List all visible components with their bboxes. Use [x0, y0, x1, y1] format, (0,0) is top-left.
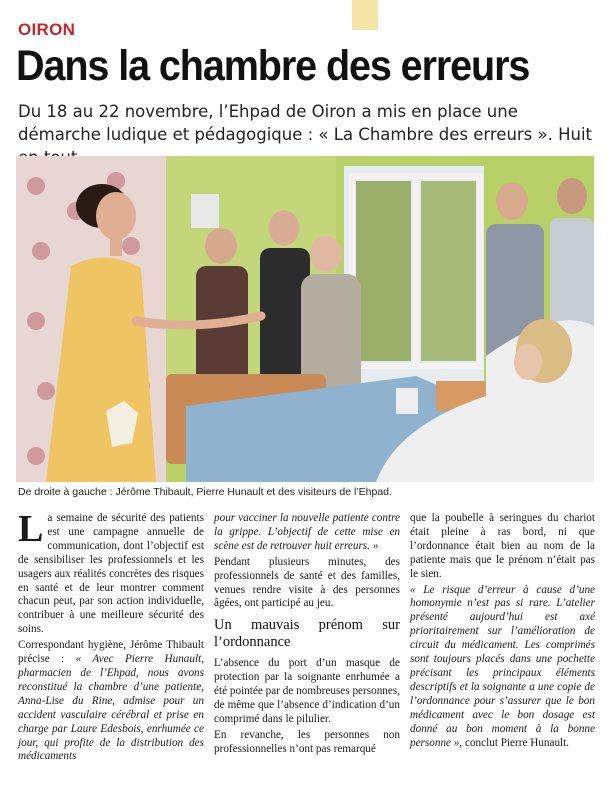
paragraph: L’absence du port d’un masque de protection par la soignante enrhumée a été pointée par de nombreuses personnes, de même que l’absence d’indication d’un comprimé dans le pilulier. — [214, 657, 400, 725]
paragraph: Pendant plusieurs minutes, des professionnels de santé et des familles, venues rendre visite à des personnes âgées, ont participé au jeu. — [214, 555, 400, 610]
article-headline: Dans la chambre des erreurs — [16, 42, 530, 90]
yellow-page-tab — [352, 0, 378, 30]
quote-text: « Le risque d’erreur à cause d’une homonymie n’est pas si rare. L’atelier présenté aujourd’hui est axé prioritairement sur l’amélioration de circuit du médicament. Les comprimés sont toujours placés dans une pochette précisant les principaux éléments descriptifs et la soignante a une copie de l’ordonnance pour s’assurer que le bon médicament avec le bon dosage est donné au bon moment à la bonne personne » — [410, 583, 595, 749]
subheading: Un mauvais prénom sur l’ordonnance — [214, 617, 400, 651]
paragraph — [18, 508, 204, 637]
paragraph-text: a semaine de sécurité des patients est une campagne annuelle de communication, dont l’objectif est de sensibiliser les professionnels et les usagers aux réalités concrètes des risques en santé et de leur montrer comment chacun peut, par son action individuelle, contribuer à une meilleure sécurité des soins. — [18, 512, 204, 636]
paragraph — [18, 639, 204, 764]
quote-continuation: pour vacciner la nouvelle patiente contre la grippe. L’objectif de cette mise en scène est de retrouver huit erreurs. » — [214, 512, 400, 552]
text-column-2 — [214, 512, 400, 759]
paragraph-text: Correspondant hygiène, Jérôme Thibault précise : — [18, 639, 204, 666]
article-photo — [16, 156, 594, 482]
photo-caption: De droite à gauche : Jérôme Thibault, Pierre Hunault et des visiteurs de l’Ehpad. — [18, 486, 392, 498]
paragraph: que la poubelle à seringues du chariot était pleine à ras bord, ni que l’ordonnance était bien au nom de la patiente mais que le prénom n’était pas le sien. — [410, 512, 595, 580]
paragraph-text: , conclut Pierre Hunault. — [459, 736, 570, 749]
paragraph — [410, 584, 595, 751]
paragraph: En revanche, les personnes non professionnelles n’ont pas remarqué — [214, 728, 400, 755]
text-column-3 — [410, 512, 595, 752]
article-lead: Du 18 au 22 novembre, l’Ehpad de Oiron a mis en place une démarche ludique et pédagogique : « La Chambre des erreurs ». Huit — [18, 102, 593, 144]
drop-cap: L — [18, 508, 44, 550]
quote-text: « Avec Pierre Hunault, pharmacien de l’Ehpad, nous avons reconstitué la chambre d’une patiente, Anna-Lise du Rine, admise pour un accident vasculaire cérébral et prise en charge par Laure Edesbois, enrhumée ce jour, qui profite de la distribution des médicaments — [18, 653, 204, 763]
section-kicker: OIRON — [18, 20, 76, 39]
text-column-1 — [18, 508, 204, 766]
